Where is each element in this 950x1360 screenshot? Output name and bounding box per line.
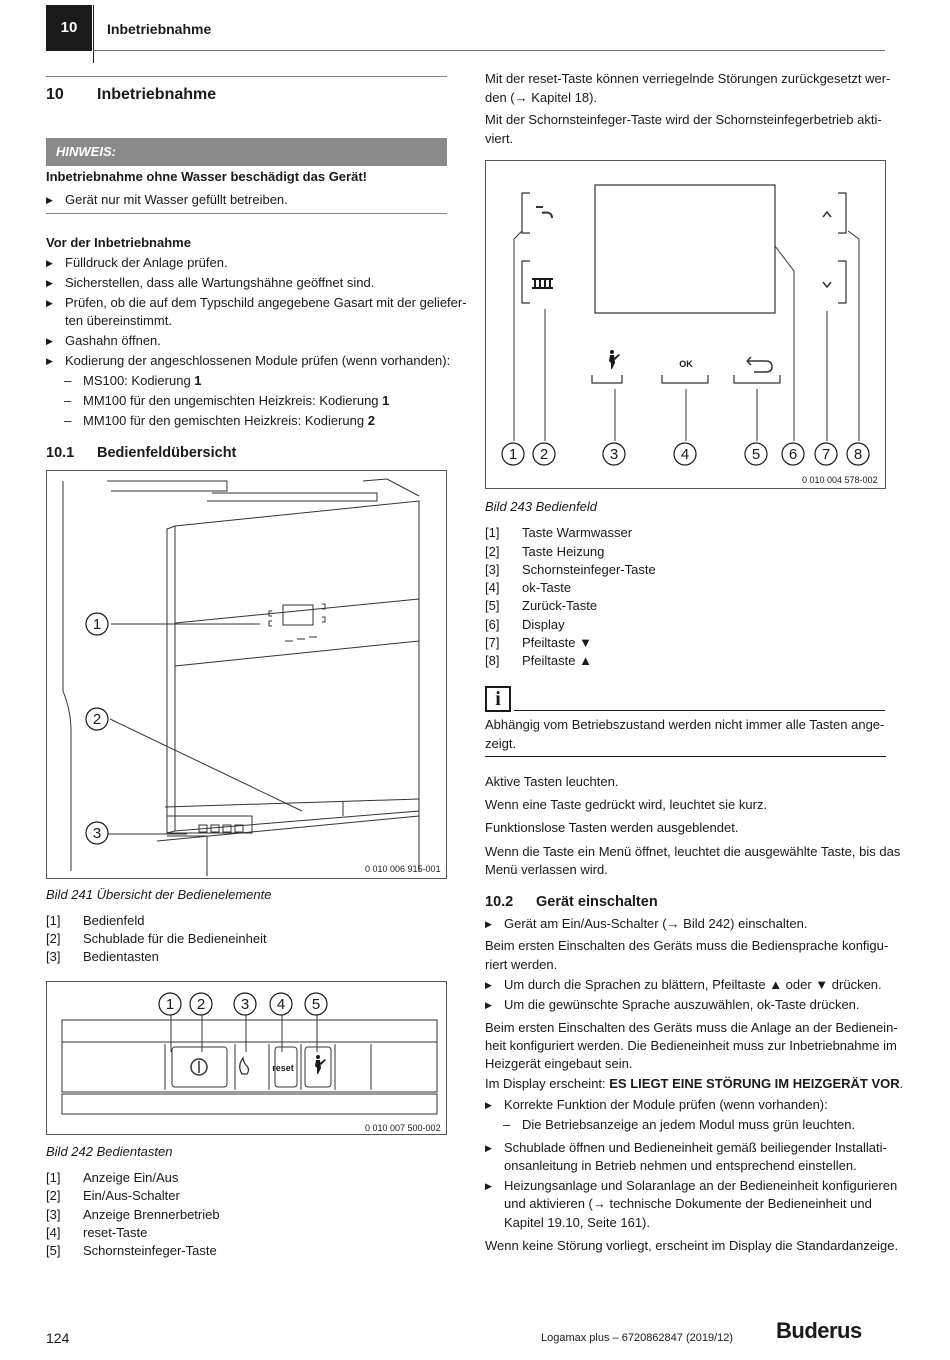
prep-dash-3: – MM100 für den gemischten Heizkreis: Kodierung 2 [46,412,375,430]
prep-dash-2: – MM100 für den ungemischten Heizkreis: Kodierung 1 [46,392,389,410]
header-divider [93,5,94,63]
chimney-sweep-icon [609,350,620,369]
subsection-2-title: Gerät einschalten [536,894,658,910]
chimney-sweep-icon [315,1055,326,1074]
fig242-callout-4 [268,991,294,1017]
fig241-callout-2 [84,706,110,732]
fig243-callout-8 [845,441,871,467]
svg-text:reset: reset [272,1063,294,1073]
svg-text:1: 1 [92,616,102,633]
para-menu-line1: Wenn die Taste ein Menü öffnet, leuchtet die ausgewählte Taste, bis das [485,844,901,859]
fig243-callout-3 [601,441,627,467]
brand-logo: Buderus [776,1318,862,1343]
fig243-callout-1 [500,441,526,467]
svg-text:2: 2 [196,996,206,1013]
fig243-callout-5 [743,441,769,467]
info-text-line1: Abhängig vom Betriebszustand werden nicht immer alle Tasten ange- [485,717,885,732]
drawer-bullet-cont: onsanleitung in Betrieb nehmen und entsprechend einstellen. [504,1158,857,1173]
para-key-pressed: Wenn eine Taste gedrückt wird, leuchtet sie kurz. [485,797,768,812]
svg-text:5: 5 [751,446,761,463]
switch-on-bullet: ▶ Gerät am Ein/Aus-Schalter (→ Bild 242) einschalten. [485,915,807,933]
boiler-illustration [47,471,446,878]
figure-241-code: 0 010 006 915-001 [365,864,441,874]
svg-text:2: 2 [92,711,102,728]
para-sweep-line2: viert. [485,131,514,146]
svg-text:7: 7 [821,446,831,463]
solar-bullet-cont1: und aktivieren (→ technische Dokumente der Bedieneinheit und [504,1196,872,1211]
fig243-callout-4 [672,441,698,467]
svg-text:3: 3 [240,996,250,1013]
solar-bullet-cont2: Kapitel 19.10, Seite 161). [504,1215,650,1230]
fig242-callout-5 [303,991,329,1017]
notice-title: Inbetriebnahme ohne Wasser beschädigt das Gerät! [46,169,367,184]
prep-dash-1: – MS100: Kodierung 1 [46,372,202,390]
control-panel-illustration [486,161,885,488]
display-message-para: Im Display erscheint: ES LIEGT EINE STÖRUNG IM HEIZGERÄT VOR. [485,1076,904,1091]
svg-text:4: 4 [276,996,286,1013]
modules-bullet: ▶ Korrekte Funktion der Module prüfen (wenn vorhanden): [485,1096,828,1114]
notice-label: HINWEIS: [46,138,447,166]
figure-243-code: 0 010 004 578-002 [802,475,878,485]
notice-rule [46,213,447,214]
page-number: 124 [46,1330,70,1346]
svg-text:8: 8 [853,446,863,463]
lang-select-bullet: ▶ Um die gewünschte Sprache auszuwählen, ok-Taste drücken. [485,996,860,1014]
figure-242-caption: Bild 242 Bedientasten [46,1144,173,1159]
notice-bullet: ▶ Gerät nur mit Wasser gefüllt betreiben. [46,191,288,209]
para-reset-line2: den (→ Kapitel 18). [485,90,598,105]
info-rule-bottom [485,756,886,757]
header-title: Inbetriebnahme [107,21,212,37]
doc-reference: Logamax plus – 6720862847 (2019/12) [541,1332,734,1344]
info-rule-top [514,710,885,711]
svg-text:4: 4 [680,446,690,463]
para-active-keys: Aktive Tasten leuchten. [485,774,619,789]
section-rule [46,76,447,77]
info-text-line2: zeigt. [485,736,517,751]
subsection-title: Bedienfeldübersicht [97,445,237,461]
fig242-callout-1 [157,991,183,1017]
drawer-bullet: ▶ Schublade öffnen und Bedieneinheit gemäß beiliegender Installati- [485,1139,887,1157]
subsection-number: 10.1 [46,445,75,461]
prep-bullet-5: ▶ Kodierung der angeschlossenen Module prüfen (wenn vorhanden): [46,352,450,370]
svg-text:1: 1 [508,446,518,463]
svg-text:3: 3 [92,825,102,842]
fig242-callout-3 [232,991,258,1017]
figure-242-code: 0 010 007 500-002 [365,1123,441,1133]
fig241-callout-3 [84,820,110,846]
fig241-callout-1 [84,611,110,637]
figure-243-caption: Bild 243 Bedienfeld [485,499,598,514]
info-icon: i [485,686,511,712]
prep-title: Vor der Inbetriebnahme [46,235,191,250]
solar-bullet: ▶ Heizungsanlage und Solaranlage an der Bedieneinheit konfigurieren [485,1177,897,1195]
svg-text:2: 2 [539,446,549,463]
config-para-line2: heit konfiguriert werden. Die Bedieneinheit muss zur Inbetriebnahme im [485,1038,897,1053]
para-reset-line1: Mit der reset-Taste können verriegelnde Störungen zurückgesetzt wer- [485,71,891,86]
figure-243-frame [485,160,886,489]
fig243-callout-7 [813,441,839,467]
svg-text:5: 5 [311,996,321,1013]
lang-scroll-bullet: ▶ Um durch die Sprachen zu blättern, Pfeiltaste ▲ oder ▼ drücken. [485,976,882,994]
header-rule [93,50,885,51]
prep-bullet-3-cont: ten übereinstimmt. [65,313,172,328]
lang-para-line1: Beim ersten Einschalten des Geräts muss die Bediensprache konfigu- [485,938,889,953]
svg-text:OK: OK [679,359,693,369]
para-sweep-line1: Mit der Schornsteinfeger-Taste wird der Schornsteinfegerbetrieb akti- [485,112,882,127]
config-para-line1: Beim ersten Einschalten des Geräts muss die Anlage an der Bedienein- [485,1020,898,1035]
subsection-2-number: 10.2 [485,894,514,910]
section-title: Inbetriebnahme [97,86,217,103]
prep-bullet-3: ▶ Prüfen, ob die auf dem Typschild angegebene Gasart mit der geliefer- [46,294,467,312]
para-hidden-keys: Funktionslose Tasten werden ausgeblendet. [485,820,739,835]
svg-text:1: 1 [165,996,175,1013]
svg-text:6: 6 [788,446,798,463]
figure-241-frame [46,470,447,879]
section-number: 10 [46,86,64,103]
heating-icon [532,278,553,289]
fig242-callout-2 [188,991,214,1017]
config-para-line3: Heizgerät eingebaut sein. [485,1056,633,1071]
lang-para-line2: riert werden. [485,957,558,972]
modules-dash: – Die Betriebsanzeige an jedem Modul muss grün leuchten. [485,1116,855,1134]
prep-bullet-2: ▶ Sicherstellen, dass alle Wartungshähne geöffnet sind. [46,274,374,292]
chapter-number-tab: 10 [46,5,92,51]
standard-display-para: Wenn keine Störung vorliegt, erscheint im Display die Standardanzeige. [485,1238,899,1253]
svg-text:3: 3 [609,446,619,463]
prep-bullet-4: ▶ Gashahn öffnen. [46,332,161,350]
fig243-callout-6 [780,441,806,467]
fig243-callout-2 [531,441,557,467]
figure-241-caption: Bild 241 Übersicht der Bedienelemente [46,887,272,902]
para-menu-line2: Menü verlassen wird. [485,862,608,877]
prep-bullet-1: ▶ Fülldruck der Anlage prüfen. [46,254,228,272]
